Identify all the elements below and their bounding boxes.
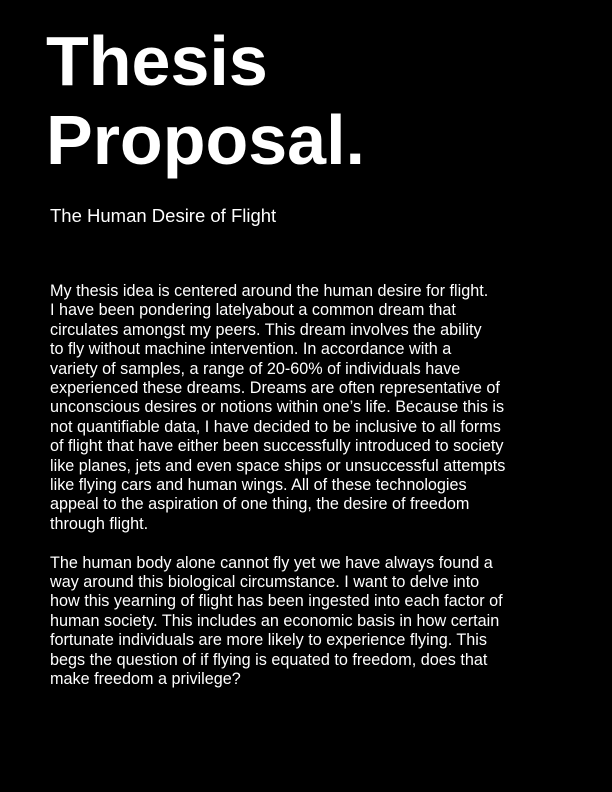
- text-line: make freedom a privilege?: [50, 670, 241, 689]
- document-title: [46, 22, 365, 180]
- paragraph-2: [50, 554, 590, 690]
- text-line: variety of samples, a range of 20-60% of individuals have: [50, 359, 461, 378]
- text-line: circulates amongst my peers. This dream involves the ability: [50, 320, 482, 339]
- text-line: way around this biological circumstance. I want to delve into: [50, 573, 480, 592]
- text-line: through flight.: [50, 514, 149, 533]
- document-subtitle: The Human Desire of Flight: [50, 205, 277, 226]
- paragraph-1: [50, 282, 590, 534]
- text-line: fortunate individuals are more likely to experience flying. This: [50, 631, 487, 650]
- text-line: how this yearning of flight has been ingested into each factor of: [50, 592, 503, 611]
- text-line: like planes, jets and even space ships or unsuccessful attempts: [50, 456, 506, 475]
- text-line: The human body alone cannot fly yet we have always found a: [50, 553, 493, 572]
- text-line: unconscious desires or notions within one’s life. Because this is: [50, 398, 505, 417]
- text-line: appeal to the aspiration of one thing, the desire of freedom: [50, 495, 470, 514]
- text-line: I have been pondering latelyabout a common dream that: [50, 301, 456, 320]
- text-line: human society. This includes an economic basis in how certain: [50, 611, 500, 630]
- text-line: begs the question of if flying is equated to freedom, does that: [50, 650, 488, 669]
- text-line: experienced these dreams. Dreams are often representative of: [50, 379, 500, 398]
- text-line: to fly without machine intervention. In accordance with a: [50, 340, 452, 359]
- title-line-2: Proposal.: [46, 101, 365, 179]
- text-line: not quantifiable data, I have decided to be inclusive to all forms: [50, 417, 501, 436]
- text-line: of flight that have either been successfully introduced to society: [50, 437, 504, 456]
- document-body: [50, 282, 590, 690]
- text-line: My thesis idea is centered around the human desire for flight.: [50, 282, 489, 300]
- text-line: like flying cars and human wings. All of these technologies: [50, 476, 467, 495]
- title-line-1: Thesis: [46, 22, 268, 100]
